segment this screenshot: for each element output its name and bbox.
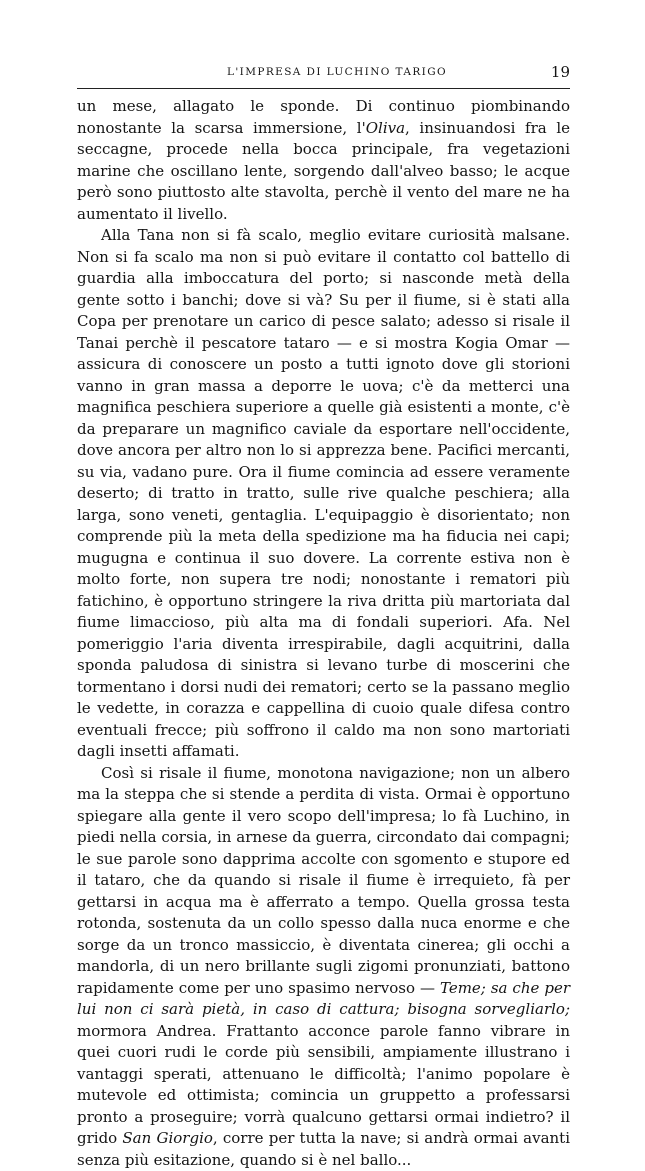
paragraph-1: un mese, allagato le sponde. Di continuo piombinando nonostante la scarsa immersione, l'Oliva, insinuandosi fra le seccagne, procede nella bocca principale, fra vegetazioni marine che oscillano lente, sorgendo dall'alveo basso; le acque però sono piuttosto alte stavolta, perchè il vento del mare ne ha aumentato il livello. [77, 96, 570, 225]
ship-name-oliva: Oliva [366, 119, 405, 137]
page-number: 19 [551, 63, 570, 81]
body-text [77, 96, 570, 1171]
running-head [77, 66, 570, 82]
paragraph-2: Alla Tana non si fà scalo, meglio evitare curiosità malsane. Non si fa scalo ma non si può evitare il contatto col battello di guardia alla imboccatura del porto; si nasconde metà della gente sotto i banchi; dove si và? Su per il fiume, si è stati alla Copa per prenotare un carico di pesce salato; adesso si risale il Tanai perchè il pescatore tataro — e si mostra Kogia Omar — assicura di conoscere un posto a tutti ignoto dove gli storioni vanno in gran massa a deporre le uova; c'è da metterci una magnifica peschiera superiore a quelle già esistenti a monte, c'è da preparare un magnifico caviale da esportare nell'occidente, dove ancora per altro non lo si apprezza bene. Pacifici mercanti, su via, vadano pure. Ora il fiume comincia ad essere veramente deserto; di tratto in tratto, sulle rive qualche peschiera; alla larga, sono veneti, gentaglia. L'equipaggio è disorientato; non comprende più la meta della spedizione ma ha fiducia nei capi; mugugna e continua il suo dovere. La corrente estiva non è molto forte, non supera tre nodi; nonostante i rematori più fatichino, è opportuno stringere la riva dritta più martoriata dal fiume limaccioso, più alta ma di fondali superiori. Afa. Nel pomeriggio l'aria diventa irrespirabile, dagli acquitrini, dalla sponda paludosa di sinistra si levano turbe di moscerini che tormentano i dorsi nudi dei rematori; certo se la passano meglio le vedette, in corazza e cappellina di cuoio quale difesa contro eventuali frecce; più soffrono il caldo ma non sono martoriati dagli insetti affamati. [77, 225, 570, 763]
paragraph-3: Così si risale il fiume, monotona navigazione; non un albero ma la steppa che si stende a perdita di vista. Ormai è opportuno spiegare alla gente il vero scopo dell'impresa; lo fà Luchino, in piedi nella corsia, in arnese da guerra, circondato dai compagni; le sue parole sono dapprima accolte con sgomento e stupore ed il tataro, che da quando si risale il fiume è irrequieto, fà per gettarsi in acqua ma è afferrato a tempo. Quella grossa testa rotonda, sostenuta da un collo spesso dalla nuca enorme e che sorge da un tronco massiccio, è diventata cinerea; gli occhi a mandorla, di un nero brillante sugli zigomi pronunziati, battono rapidamente come per uno spasimo nervoso — Teme; sa che per lui non ci sarà pietà, in caso di cattura; bisogna sorvegliarlo; mormora Andrea. Frattanto acconce parole fanno vibrare in quei cuori rudi le corde più sensibili, ampiamente illustrano i vantaggi sperati, attenuano le difficoltà; l'animo popolare è mutevole ed ottimista; comincia un gruppetto a professarsi pronto a proseguire; vorrà qualcuno gettarsi ormai indietro? il grido San Giorgio, corre per tutta la nave; si andrà ormai avanti senza più esitazione, quando si è nel ballo... [77, 763, 570, 1171]
battle-cry: San Giorgio [122, 1129, 213, 1147]
running-title: L'IMPRESA DI LUCHINO TARIGO [227, 66, 447, 78]
quoted-speech: Teme; sa che per lui non ci sarà pietà, in caso di cattura; bisogna sorvegliarlo; [77, 979, 570, 1019]
header-rule [77, 88, 570, 89]
